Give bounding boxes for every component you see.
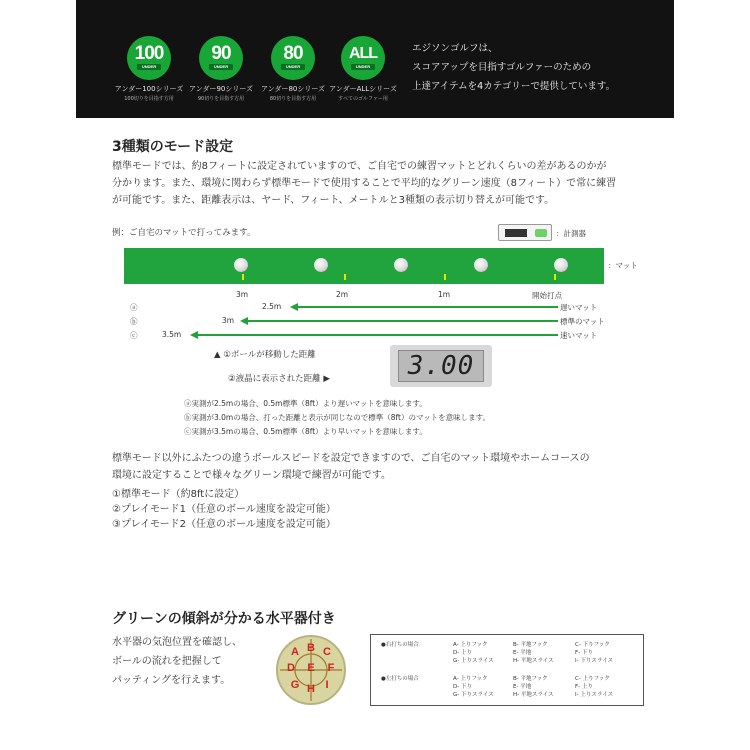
legend-left-b: B- 平地フック [513,676,548,682]
level-letter-b: B [307,642,315,654]
badge-number: 80 [283,43,303,64]
legend-left-e: E- 平地 [513,684,532,690]
intro-line-2: 分かります。また、環境に関わらず標準モードで使用することで平均的なグリーン速度（8フィート）で常に練習 [112,178,617,189]
badge-under-90 [199,36,243,80]
ball-icon [394,258,408,272]
badge-subcaption: すべてのゴルファー用 [338,96,388,102]
level-letter-e: E [307,662,315,674]
level-letter-d: D [287,662,295,674]
ball-icon [314,258,328,272]
legend-right-h: H- 平地スライス [513,658,554,664]
banner-line-3: 上達アイテムを4カテゴリーで提供しています。 [412,81,616,92]
intro-line-3: が可能です。また、距離表示は、ヤード、フィート、メートルと3種類の表示切り替えが可能です。 [112,195,555,206]
putting-mat [124,248,604,284]
lcd-display [390,345,492,387]
ball-icon [474,258,488,272]
level-letter-i: I [325,679,329,691]
badge-sub: UNDER [351,64,375,70]
mode-3: ③プレイモード2（任意のボール速度を設定可能） [112,519,336,530]
row-mark-a: ⓐ [130,303,138,312]
level-line-3: パッティングを行えます。 [112,675,231,686]
category-banner [76,0,674,118]
level-letter-a: A [291,646,299,658]
badge-number: 90 [211,43,231,64]
badge-subcaption: 100切りを目指す方用 [124,96,174,102]
note-c: ⓒ実測が3.5mの場合、0.5m標準（8ft）より早いマットを意味します。 [184,427,427,436]
legend-right-a: A- 上りフック [453,642,488,648]
legend-right-f: F- 下り [575,650,593,656]
legend-right-e: E- 平地 [513,650,532,656]
legend-right-i: I- 下りスライス [575,658,614,664]
row-value-b: 3m [222,316,235,325]
row-label-c: 速いマット [560,331,598,340]
tick-mark [242,274,244,280]
legend-left-d: D- 下り [453,684,472,690]
modes-intro-line-1: 標準モード以外にふたつの違うボールスピードを設定できますので、ご自宅のマット環境やホームコースの [112,453,590,464]
modes-intro-line-2: 環境に設定することで様々なグリーン環境で練習が可能です。 [112,470,391,481]
lcd-value: 3.00 [398,350,484,382]
badge-number: ALL [348,45,378,62]
distance-label-3m: 3m [236,290,249,299]
badge-sub: UNDER [137,64,161,70]
arrow-fast [196,334,558,336]
meter-label: ：計測器 [556,229,586,238]
banner-line-2: スコアアップを目指すゴルファーのための [412,62,592,73]
legend-right-b: B- 平地フック [513,642,548,648]
legend-right-title: ●右打ちの場合 [381,642,419,648]
arrow-slow [296,306,558,308]
tick-mark [344,274,346,280]
badge-under-100 [127,36,171,80]
row-mark-c: ⓒ [130,331,138,340]
badge-sub: UNDER [281,64,305,70]
measuring-device-icon [498,224,552,241]
note-b: ⓑ実測が3.0mの場合、打った距離と表示が同じなので標準（8ft）のマットを意味します。 [184,413,491,422]
spirit-level-icon [276,635,346,705]
badge-under-80 [271,36,315,80]
badge-sub: UNDER [209,64,233,70]
badge-subcaption: 80切りを目指す方用 [269,96,317,102]
tick-mark [554,274,556,280]
level-letter-h: H [307,683,315,695]
legend-left-f: F- 上り [575,684,593,690]
level-letter-g: G [290,679,300,691]
legend-lcd-distance: ②液晶に表示された距離 ▶ [228,374,330,384]
level-legend-table [370,634,644,706]
legend-right-d: D- 上り [453,650,472,656]
level-letter-f: F [327,662,335,674]
mode-2: ②プレイモード1（任意のボール速度を設定可能） [112,504,336,515]
ball-icon [554,258,568,272]
legend-left-c: C- 上りフック [575,676,610,682]
section-title-level: グリーンの傾斜が分かる水平器付き [112,611,336,627]
tick-mark [444,274,446,280]
note-a: ⓐ実測が2.5mの場合、0.5m標準（8ft）より遅いマットを意味します。 [184,399,427,408]
badge-caption: アンダー80シリーズ [261,85,325,93]
row-label-b: 標準のマット [560,317,605,326]
legend-left-h: H- 平地スライス [513,692,554,698]
legend-left-title: ●左打ちの場合 [381,676,419,682]
badge-caption: アンダーALLシリーズ [329,85,397,93]
row-label-a: 遅いマット [560,303,598,312]
legend-right-c: C- 下りフック [575,642,610,648]
arrow-standard [246,320,558,322]
level-line-1: 水平器の気泡位置を確認し、 [112,637,242,648]
badge-caption: アンダー90シリーズ [189,85,253,93]
example-label: 例：ご自宅のマットで打ってみます。 [112,228,256,238]
badge-under-all [341,36,385,80]
badge-subcaption: 90切りを目指す方用 [197,96,245,102]
distance-label-start: 開始打点 [532,291,562,300]
section-title-modes: 3種類のモード設定 [112,139,234,155]
badge-number: 100 [134,43,164,64]
mat-label: ：マット [608,261,638,270]
badge-caption: アンダー100シリーズ [114,85,184,93]
legend-left-i: I- 上りスライス [575,692,614,698]
distance-label-2m: 2m [336,290,349,299]
distance-label-1m: 1m [438,290,451,299]
level-line-2: ボールの流れを把握して [112,656,222,667]
legend-ball-distance: ▲ ①ボールが移動した距離 [214,350,316,360]
row-value-c: 3.5m [162,330,182,339]
level-letter-c: C [323,646,331,658]
banner-line-1: エジソンゴルフは、 [412,43,498,54]
mode-1: ①標準モード（約8ftに設定） [112,489,245,500]
legend-left-a: A- 上りフック [453,676,488,682]
legend-right-g: G- 上りスライス [453,658,494,664]
intro-line-1: 標準モードでは、約8フィートに設定されていますので、ご自宅での練習マットとどれくらいの差があるのかが [112,161,607,172]
row-value-a: 2.5m [262,302,282,311]
legend-left-g: G- 下りスライス [453,692,494,698]
ball-icon [234,258,248,272]
row-mark-b: ⓑ [130,317,138,326]
